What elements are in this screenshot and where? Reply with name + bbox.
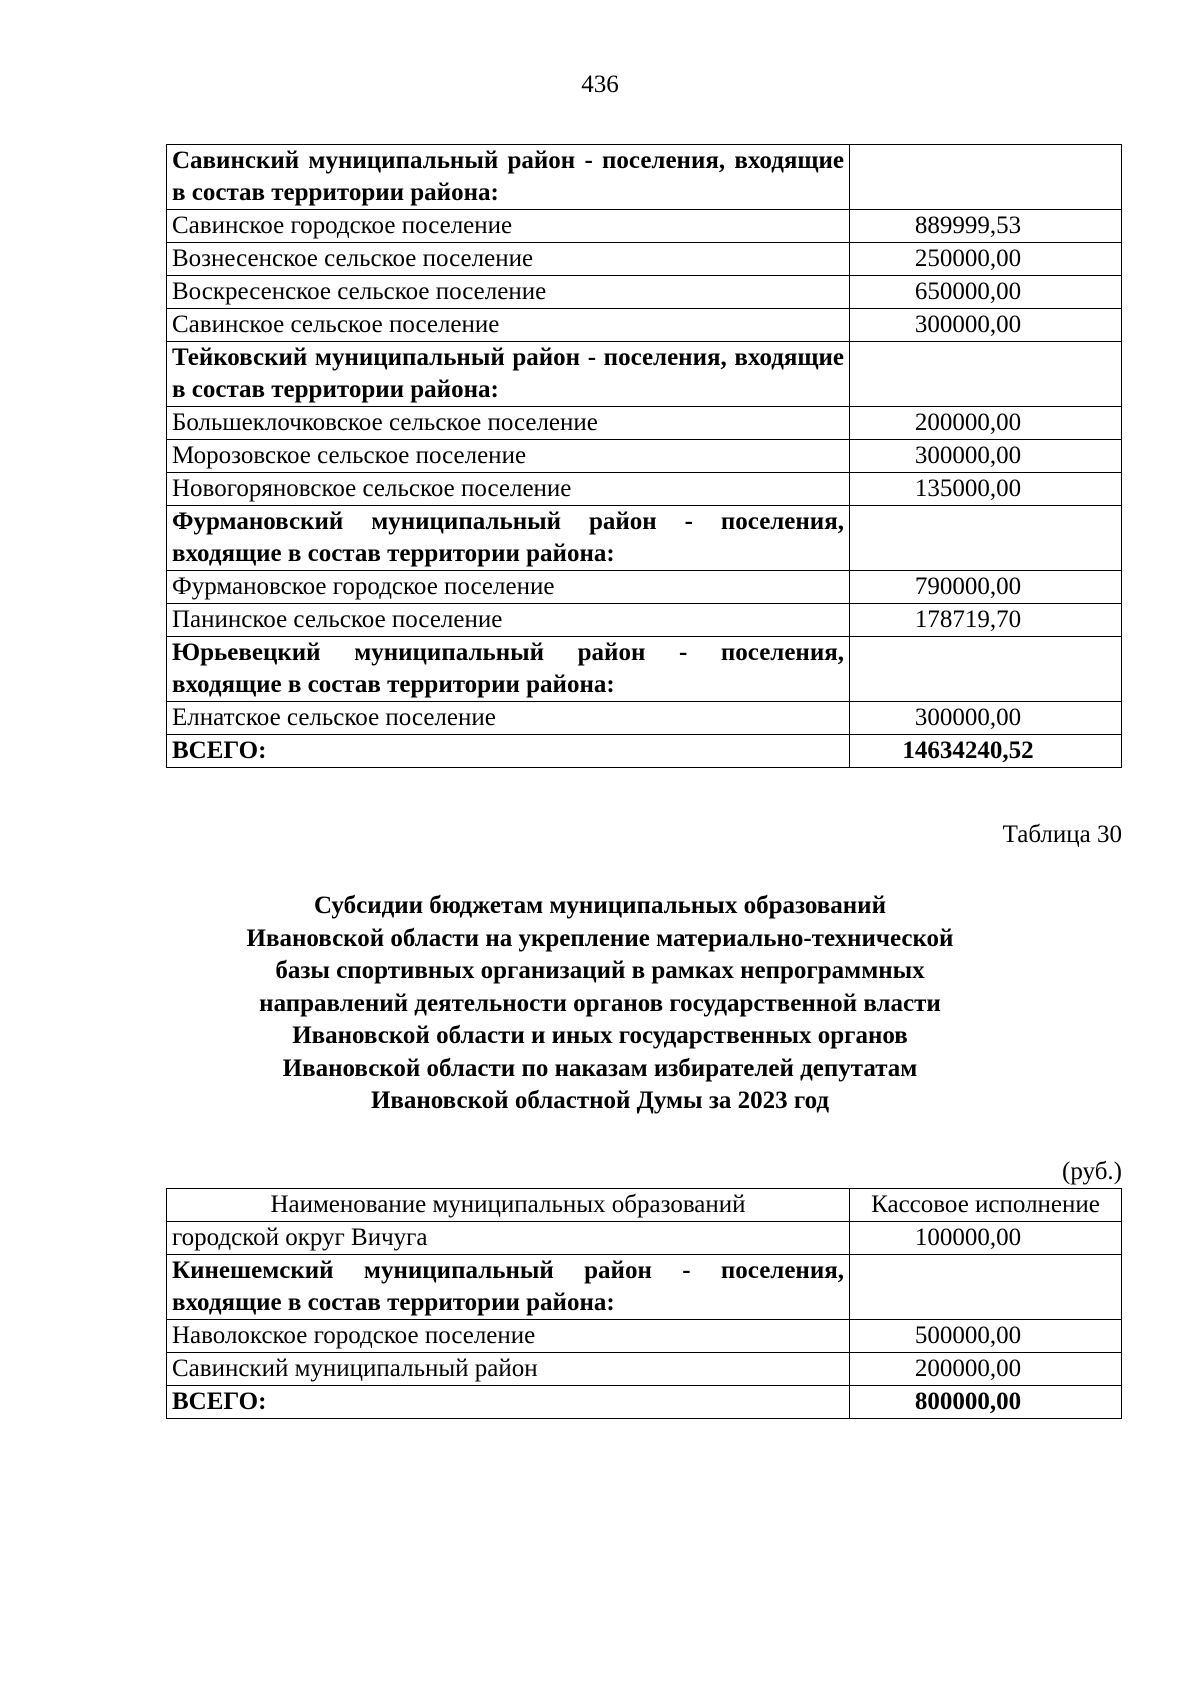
amount-value: 300000,00 bbox=[850, 309, 1122, 342]
settlement-name: Панинское сельское поселение bbox=[167, 604, 850, 637]
group-header-row bbox=[167, 637, 1122, 702]
amount-value: 889999,53 bbox=[850, 210, 1122, 243]
amount-value: 100000,00 bbox=[850, 1222, 1122, 1255]
amount-value bbox=[850, 637, 1122, 702]
title-line: Ивановской области по наказам избирателей депутатам bbox=[282, 1054, 918, 1082]
total-label: ВСЕГО: bbox=[167, 735, 850, 768]
table-row bbox=[167, 1320, 1122, 1353]
table-row bbox=[167, 440, 1122, 473]
table-row bbox=[167, 210, 1122, 243]
title-line: базы спортивных организаций в рамках непрограммных bbox=[275, 957, 925, 984]
settlement-name: Большеклочковское сельское поселение bbox=[167, 407, 850, 440]
title-line: Субсидии бюджетам муниципальных образований bbox=[314, 892, 886, 919]
table-row bbox=[167, 571, 1122, 604]
settlement-name: Вознесенское сельское поселение bbox=[167, 243, 850, 276]
total-row bbox=[167, 1386, 1122, 1419]
table-header-row bbox=[167, 1189, 1122, 1222]
settlement-name: Воскресенское сельское поселение bbox=[167, 276, 850, 309]
table-row bbox=[167, 1222, 1122, 1255]
settlement-name: Наволокское городское поселение bbox=[167, 1320, 850, 1353]
table-title bbox=[200, 890, 1000, 1118]
title-line: Ивановской областной Думы за 2023 год bbox=[370, 1087, 830, 1114]
settlement-name: Фурмановское городское поселение bbox=[167, 571, 850, 604]
settlement-name: Елнатское сельское поселение bbox=[167, 702, 850, 735]
amount-value: 650000,00 bbox=[850, 276, 1122, 309]
settlement-name: Морозовское сельское поселение bbox=[167, 440, 850, 473]
page-number: 436 bbox=[581, 71, 619, 98]
title-line: направлений деятельности органов государственной власти bbox=[259, 989, 941, 1017]
amount-value: 135000,00 bbox=[850, 473, 1122, 506]
table-row bbox=[167, 407, 1122, 440]
group-header-row bbox=[167, 1255, 1122, 1320]
table-row bbox=[167, 702, 1122, 735]
table-row bbox=[167, 604, 1122, 637]
table-row bbox=[167, 473, 1122, 506]
district-name: Тейковский муниципальный район - поселения, входящие в состав территории района: bbox=[167, 342, 850, 407]
settlement-name: Новогоряновское сельское поселение bbox=[167, 473, 850, 506]
total-label: ВСЕГО: bbox=[167, 1386, 850, 1419]
amount-value: 500000,00 bbox=[850, 1320, 1122, 1353]
group-header-row bbox=[167, 145, 1122, 210]
group-header-row bbox=[167, 506, 1122, 571]
amount-value bbox=[850, 342, 1122, 407]
table-row bbox=[167, 243, 1122, 276]
amount-value bbox=[850, 1255, 1122, 1320]
table-row bbox=[167, 1353, 1122, 1386]
settlements-table bbox=[166, 144, 1122, 768]
table-row bbox=[167, 276, 1122, 309]
unit-label: (руб.) bbox=[1062, 1158, 1122, 1185]
district-name: Савинский муниципальный район - поселения, входящие в состав территории района: bbox=[167, 145, 850, 210]
amount-value: 200000,00 bbox=[850, 407, 1122, 440]
settlements-table-body bbox=[167, 145, 1122, 768]
table-row bbox=[167, 309, 1122, 342]
group-header-row bbox=[167, 342, 1122, 407]
district-name: Юрьевецкий муниципальный район - поселения, входящие в состав территории района: bbox=[167, 637, 850, 702]
amount-value: 300000,00 bbox=[850, 702, 1122, 735]
district-name: Кинешемский муниципальный район - поселения, входящие в состав территории района: bbox=[167, 1255, 850, 1320]
amount-value bbox=[850, 506, 1122, 571]
title-line: Ивановской области на укрепление материально-технической bbox=[246, 924, 954, 952]
subsidies-table bbox=[166, 1188, 1122, 1419]
district-name: Фурмановский муниципальный район - поселения, входящие в состав территории района: bbox=[167, 506, 850, 571]
column-header-name: Наименование муниципальных образований bbox=[167, 1189, 850, 1222]
table-label: Таблица 30 bbox=[1002, 821, 1122, 848]
settlement-name: Савинский муниципальный район bbox=[167, 1353, 850, 1386]
total-value: 14634240,52 bbox=[850, 735, 1122, 768]
settlement-name: Савинское городское поселение bbox=[167, 210, 850, 243]
amount-value: 200000,00 bbox=[850, 1353, 1122, 1386]
amount-value: 250000,00 bbox=[850, 243, 1122, 276]
title-line: Ивановской области и иных государственных органов bbox=[292, 1022, 908, 1049]
amount-value bbox=[850, 145, 1122, 210]
amount-value: 790000,00 bbox=[850, 571, 1122, 604]
subsidies-table-body bbox=[167, 1189, 1122, 1419]
total-value: 800000,00 bbox=[850, 1386, 1122, 1419]
amount-value: 300000,00 bbox=[850, 440, 1122, 473]
settlement-name: Савинское сельское поселение bbox=[167, 309, 850, 342]
settlement-name: городской округ Вичуга bbox=[167, 1222, 850, 1255]
column-header-value: Кассовое исполнение bbox=[850, 1189, 1122, 1222]
total-row bbox=[167, 735, 1122, 768]
amount-value: 178719,70 bbox=[850, 604, 1122, 637]
